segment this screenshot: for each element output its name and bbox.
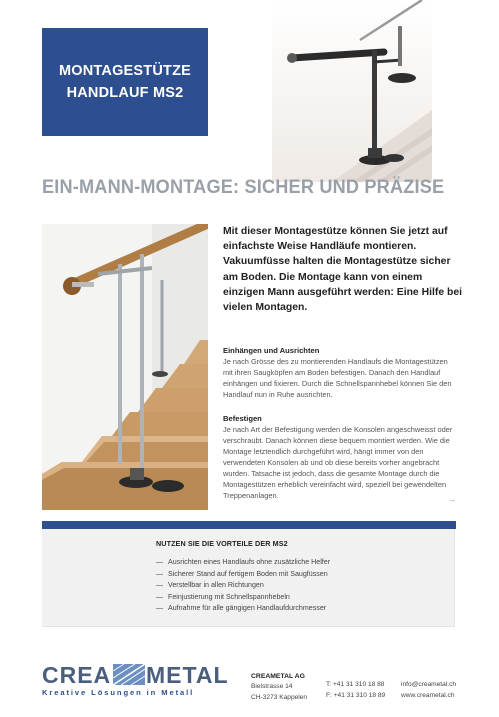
street: Bielstrasse 14 — [251, 683, 293, 690]
contact-links — [401, 680, 456, 701]
company-name: CREAMETAL AG — [251, 673, 305, 680]
section-title: Befestigen — [223, 414, 262, 423]
title-line-1: MONTAGESTÜTZE — [58, 63, 192, 79]
section-einhaengen — [223, 345, 459, 400]
web-link[interactable]: www.creametal.ch — [401, 691, 455, 699]
phone: T: +41 31 310 18 88 — [326, 681, 385, 688]
benefits-bar — [42, 521, 456, 529]
benefits-list — [156, 557, 330, 615]
fax: F: +41 31 310 18 89 — [326, 691, 386, 699]
list-item: — Aufnahme für alle gängigen Handlaufdurchmesser — [156, 603, 330, 615]
section-body: Je nach Grösse des zu montierenden Handlaufs die Montagestützen mit ihren Saugköpfen am Boden befestigen. Danach den Handlauf einhängen und fixieren. Durch die Schnellspannhebel können Sie den Handlauf nun in Ruhe ausrichten. — [223, 357, 452, 399]
list-item: — Verstellbar in allen Richtungen — [156, 580, 330, 592]
list-item: — Feinjustierung mit Schnellspannhebeln — [156, 592, 330, 604]
headline: EIN-MANN-MONTAGE: SICHER UND PRÄZISE — [42, 176, 445, 198]
dash-icon: — — [156, 558, 164, 566]
dash-icon: — — [156, 581, 164, 590]
product-photo-staircase — [42, 224, 208, 510]
company-logo — [42, 662, 229, 702]
arrow-right-icon: → — [447, 494, 456, 504]
city: CH-3273 Kappelen — [251, 693, 308, 701]
title-block — [42, 28, 208, 136]
title-line-2: HANDLAUF MS2 — [66, 85, 184, 101]
section-body: Je nach Art der Befestigung werden die Konsolen angeschweisst oder verschraubt. Danach können diese bequem montiert werden. Wie die Montage letztendlich durchgeführt wird, hängt immer von den verwendeten Konsolen ab und ob diese bereits vorher angebracht wurden. Tatsache ist jedoch, dass die gesamte Montage durch die Montagestützen erheblich vereinfacht wird, speziell bei gewendelten Treppenanlagen. — [223, 425, 453, 500]
section-befestigen — [223, 413, 459, 501]
logo-word-left: CREA — [42, 662, 112, 688]
logo-word-right: METAL — [146, 662, 229, 688]
logo-tagline: Kreative Lösungen in Metall — [42, 688, 195, 697]
list-item: — Ausrichten eines Handlaufs ohne zusätzliche Helfer — [156, 557, 330, 569]
dash-icon: — — [156, 592, 164, 601]
address — [251, 682, 307, 703]
email-link[interactable]: info@creametal.ch — [401, 681, 457, 688]
logo-mark-icon — [113, 664, 145, 685]
intro-text: Mit dieser Montagestütze können Sie jetzt auf einfachste Weise Handläufe montieren. Vakuumfüsse halten die Montagestütze sicher am Boden. Die Montage kann von einem einzigen Mann ausgeführt werden: Eine Hilfe bei vielen Montagen. — [223, 226, 463, 314]
list-item: — Sicherer Stand auf fertigem Boden mit Saugfüssen — [156, 569, 330, 581]
dash-icon: — — [156, 604, 164, 613]
product-photo-top — [272, 0, 432, 182]
dash-icon: — — [156, 569, 164, 578]
benefits-title: NUTZEN SIE DIE VORTEILE DER MS2 — [156, 539, 288, 548]
phone-numbers — [326, 680, 385, 701]
section-title: Einhängen und Ausrichten — [223, 346, 320, 355]
